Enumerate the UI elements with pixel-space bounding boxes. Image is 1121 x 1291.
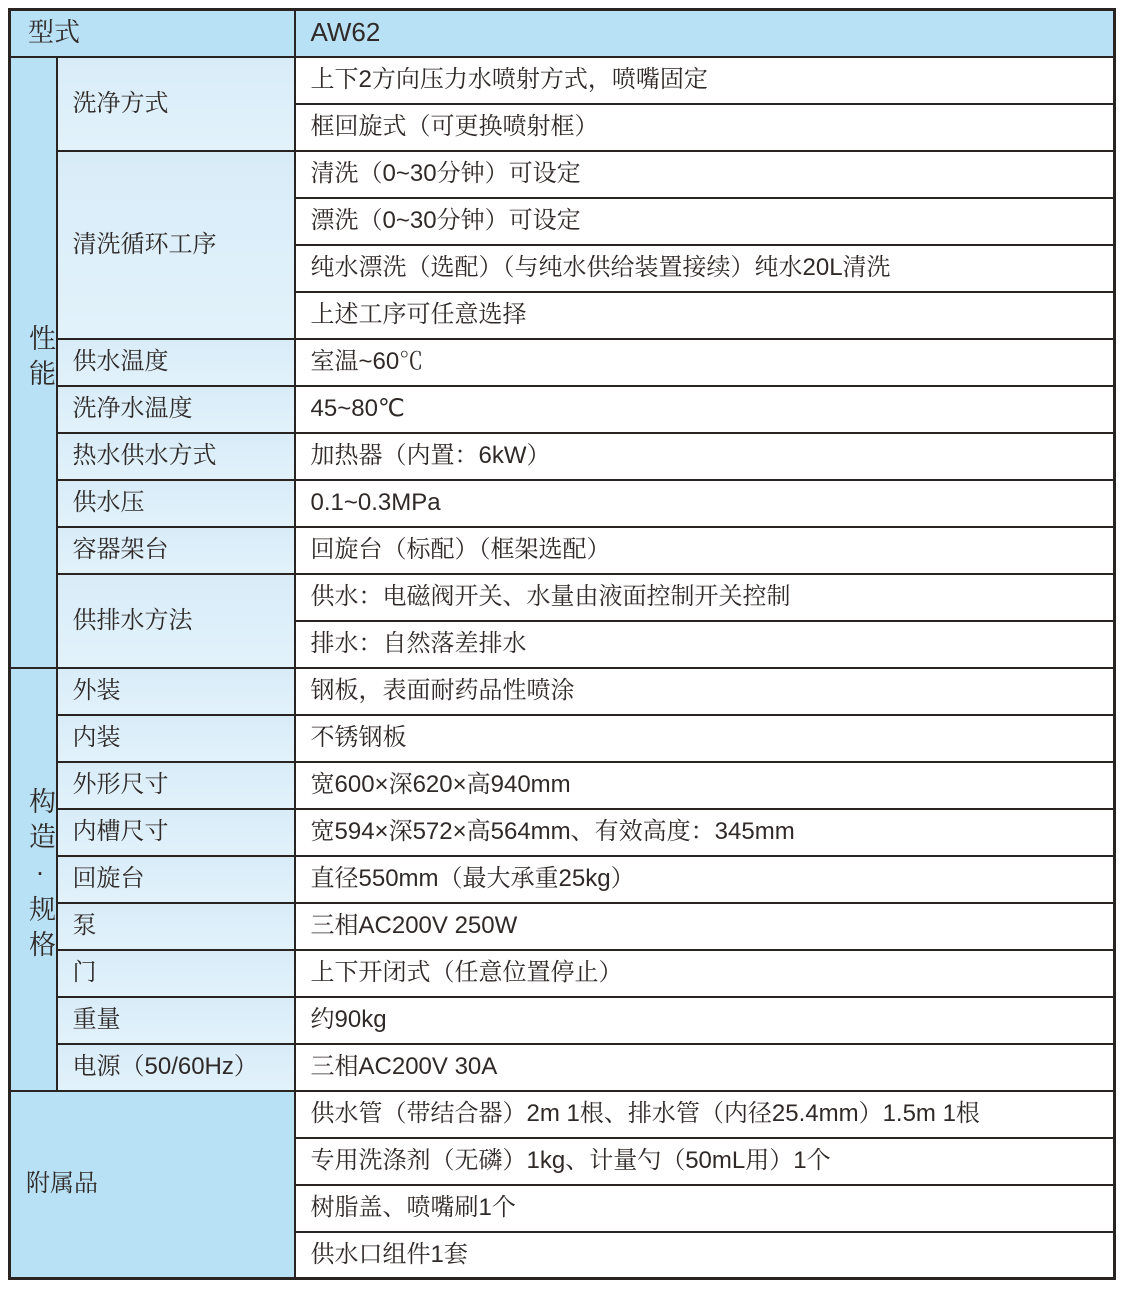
row-value: 三相AC200V 250W — [295, 903, 1115, 950]
table-row — [10, 574, 1115, 621]
row-value: 室温~60℃ — [295, 339, 1115, 386]
section-label-accessories: 附属品 — [10, 1091, 295, 1279]
table-row — [10, 1091, 1115, 1138]
row-label-weight: 重量 — [57, 997, 295, 1044]
row-value: 框回旋式（可更换喷射框） — [295, 104, 1115, 151]
row-label-external-dimensions: 外形尺寸 — [57, 762, 295, 809]
row-value: 排水：自然落差排水 — [295, 621, 1115, 668]
table-row — [10, 151, 1115, 198]
row-label-supply-water-temp: 供水温度 — [57, 339, 295, 386]
row-label-water-pressure: 供水压 — [57, 480, 295, 527]
row-value: 专用洗涤剂（无磷）1kg、计量勺（50mL用）1个 — [295, 1138, 1115, 1185]
table-row — [10, 433, 1115, 480]
table-row — [10, 339, 1115, 386]
table-row — [10, 903, 1115, 950]
row-label-chamber-dimensions: 内槽尺寸 — [57, 809, 295, 856]
table-row — [10, 715, 1115, 762]
table-row — [10, 997, 1115, 1044]
table-row — [10, 762, 1115, 809]
table-row — [10, 668, 1115, 715]
row-label-pump: 泵 — [57, 903, 295, 950]
row-label-door: 门 — [57, 950, 295, 997]
model-type-header-cell: 型式 — [10, 10, 295, 57]
table-row — [10, 809, 1115, 856]
table-row — [10, 950, 1115, 997]
row-value: 供水：电磁阀开关、水量由液面控制开关控制 — [295, 574, 1115, 621]
row-label-wash-cycle: 清洗循环工序 — [57, 151, 295, 339]
table-row — [10, 480, 1115, 527]
row-value: 纯水漂洗（选配）（与纯水供给装置接续）纯水20L清洗 — [295, 245, 1115, 292]
row-value: 宽594×深572×高564mm、有效高度：345mm — [295, 809, 1115, 856]
row-value: 供水管（带结合器）2m 1根、排水管（内径25.4mm）1.5m 1根 — [295, 1091, 1115, 1138]
row-value: 树脂盖、喷嘴刷1个 — [295, 1185, 1115, 1232]
table-row — [10, 57, 1115, 104]
row-label-wash-method: 洗净方式 — [57, 57, 295, 151]
row-label-wash-water-temp: 洗净水温度 — [57, 386, 295, 433]
row-value: 供水口组件1套 — [295, 1232, 1115, 1279]
spec-table — [8, 8, 1116, 1280]
section-label-construction-text: 构造·规格 — [25, 786, 55, 965]
row-label-supply-drain-method: 供排水方法 — [57, 574, 295, 668]
section-label-construction — [10, 668, 57, 1091]
row-value: 三相AC200V 30A — [295, 1044, 1115, 1091]
row-value: 约90kg — [295, 997, 1115, 1044]
row-value: 直径550mm（最大承重25kg） — [295, 856, 1115, 903]
row-value: 漂洗（0~30分钟）可设定 — [295, 198, 1115, 245]
row-value: 不锈钢板 — [295, 715, 1115, 762]
row-label-hot-water-method: 热水供水方式 — [57, 433, 295, 480]
row-value: 0.1~0.3MPa — [295, 480, 1115, 527]
section-label-performance-text: 性能 — [25, 323, 55, 394]
section-label-performance — [10, 57, 57, 668]
table-row — [10, 856, 1115, 903]
model-row — [10, 10, 1115, 57]
model-value-cell: AW62 — [295, 10, 1115, 57]
row-value: 45~80℃ — [295, 386, 1115, 433]
row-value: 清洗（0~30分钟）可设定 — [295, 151, 1115, 198]
row-value: 回旋台（标配）（框架选配） — [295, 527, 1115, 574]
row-value: 上下开闭式（任意位置停止） — [295, 950, 1115, 997]
row-label-power: 电源（50/60Hz） — [57, 1044, 295, 1091]
row-label-interior: 内装 — [57, 715, 295, 762]
table-row — [10, 386, 1115, 433]
row-label-container-rack: 容器架台 — [57, 527, 295, 574]
row-value: 上述工序可任意选择 — [295, 292, 1115, 339]
row-value: 上下2方向压力水喷射方式，喷嘴固定 — [295, 57, 1115, 104]
row-value: 宽600×深620×高940mm — [295, 762, 1115, 809]
row-label-exterior: 外装 — [57, 668, 295, 715]
row-value: 加热器（内置：6kW） — [295, 433, 1115, 480]
row-value: 钢板，表面耐药品性喷涂 — [295, 668, 1115, 715]
table-row — [10, 1044, 1115, 1091]
table-row — [10, 527, 1115, 574]
row-label-turntable: 回旋台 — [57, 856, 295, 903]
